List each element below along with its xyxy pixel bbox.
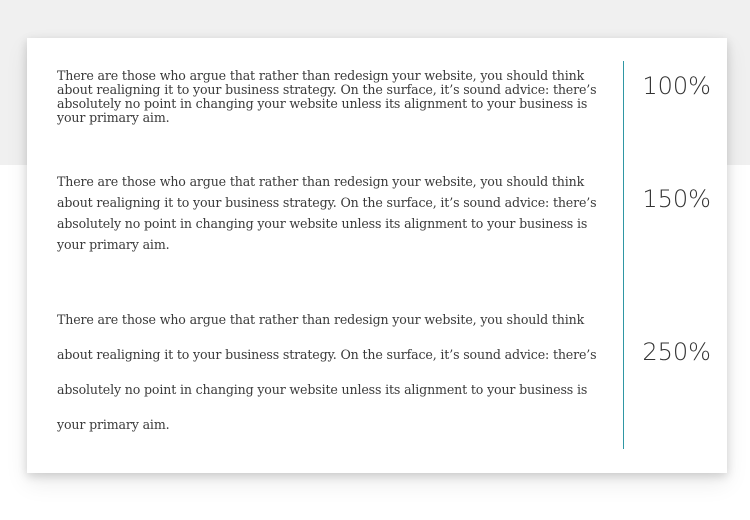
- sample-paragraph-150: There are those who argue that rather than redesign your website, you should think about realigning it to your business strategy. On the surface, it’s sound advice: there’s absolutely no point in changing your website unless its alignment to your business is your primary aim.: [57, 174, 597, 252]
- line-height-label-150: 150%: [642, 185, 711, 213]
- sample-paragraph-100: There are those who argue that rather than redesign your website, you should think about realigning it to your business strategy. On the surface, it’s sound advice: there’s absolutely no point in changing your website unless its alignment to your business is your primary aim.: [57, 68, 597, 125]
- sample-paragraph-250: There are those who argue that rather than redesign your website, you should think about realigning it to your business strategy. On the surface, it’s sound advice: there’s absolutely no point in changing your website unless its alignment to your business is your primary aim.: [57, 312, 597, 432]
- line-height-label-250: 250%: [642, 338, 711, 366]
- vertical-divider: [623, 61, 624, 449]
- line-height-comparison-card: [27, 38, 727, 473]
- line-height-label-100: 100%: [642, 72, 711, 100]
